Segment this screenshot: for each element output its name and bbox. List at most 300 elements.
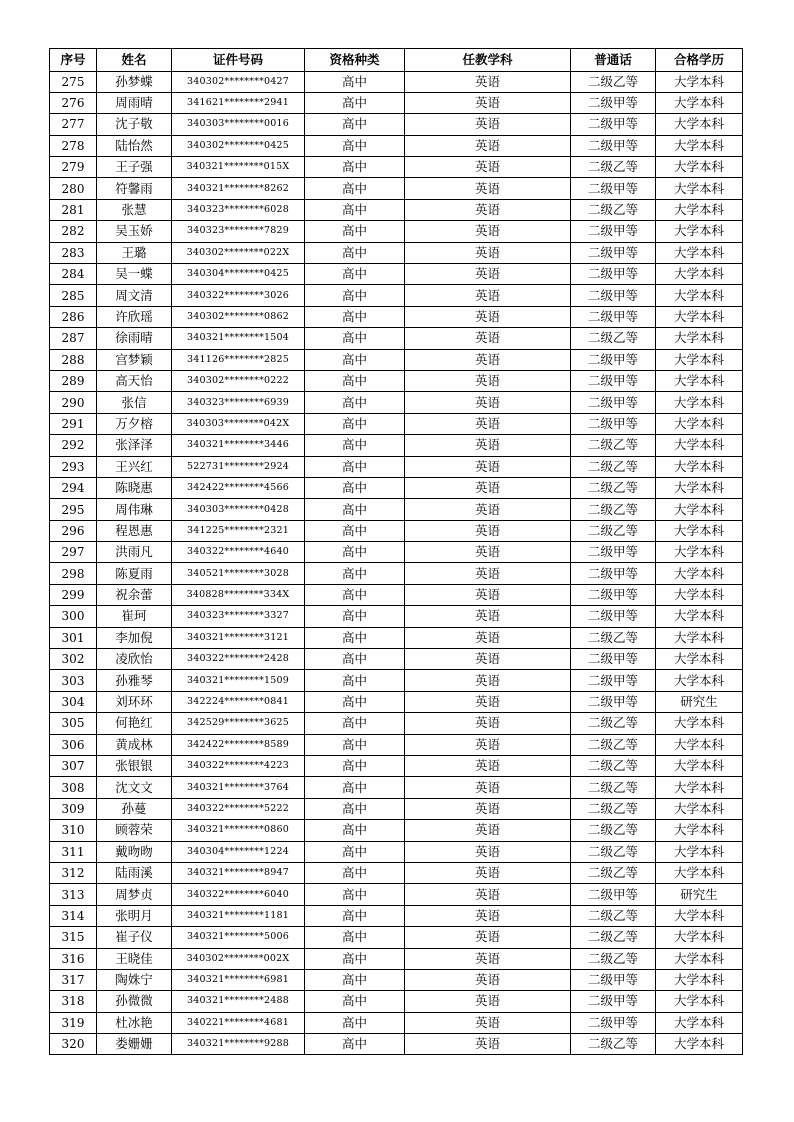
cell-seq-no: 313 — [50, 884, 97, 905]
cell-education: 大学本科 — [656, 948, 743, 969]
cell-name: 符馨雨 — [97, 178, 172, 199]
table-row — [50, 199, 743, 220]
cell-qualification-type: 高中 — [305, 435, 405, 456]
cell-id-number: 340302********022X — [172, 242, 305, 263]
cell-name: 孙梦蝶 — [97, 71, 172, 92]
cell-seq-no: 315 — [50, 927, 97, 948]
cell-seq-no: 295 — [50, 499, 97, 520]
table-row — [50, 584, 743, 605]
header-qualification-type: 资格种类 — [305, 49, 405, 72]
cell-id-number: 340322********3026 — [172, 285, 305, 306]
table-row — [50, 991, 743, 1012]
cell-name: 张信 — [97, 392, 172, 413]
cell-seq-no: 320 — [50, 1034, 97, 1055]
cell-qualification-type: 高中 — [305, 670, 405, 691]
cell-mandarin-level: 二级甲等 — [571, 92, 656, 113]
table-row — [50, 627, 743, 648]
table-row — [50, 670, 743, 691]
cell-name: 孙微微 — [97, 991, 172, 1012]
cell-mandarin-level: 二级甲等 — [571, 413, 656, 434]
cell-education: 大学本科 — [656, 71, 743, 92]
cell-qualification-type: 高中 — [305, 756, 405, 777]
cell-id-number: 340321********3446 — [172, 435, 305, 456]
cell-id-number: 340322********4640 — [172, 542, 305, 563]
cell-subject: 英语 — [405, 884, 571, 905]
cell-subject: 英语 — [405, 221, 571, 242]
cell-name: 陆雨溪 — [97, 862, 172, 883]
cell-seq-no: 303 — [50, 670, 97, 691]
cell-education: 大学本科 — [656, 841, 743, 862]
cell-name: 何艳红 — [97, 713, 172, 734]
cell-id-number: 340323********6939 — [172, 392, 305, 413]
cell-seq-no: 314 — [50, 905, 97, 926]
cell-subject: 英语 — [405, 349, 571, 370]
cell-qualification-type: 高中 — [305, 627, 405, 648]
cell-qualification-type: 高中 — [305, 328, 405, 349]
cell-subject: 英语 — [405, 370, 571, 391]
cell-id-number: 340321********1181 — [172, 905, 305, 926]
cell-subject: 英语 — [405, 927, 571, 948]
cell-name: 戴昒昒 — [97, 841, 172, 862]
cell-qualification-type: 高中 — [305, 477, 405, 498]
cell-id-number: 340302********0862 — [172, 306, 305, 327]
cell-qualification-type: 高中 — [305, 777, 405, 798]
cell-subject: 英语 — [405, 606, 571, 627]
cell-name: 孙雅琴 — [97, 670, 172, 691]
cell-education: 大学本科 — [656, 221, 743, 242]
cell-education: 大学本科 — [656, 477, 743, 498]
cell-seq-no: 288 — [50, 349, 97, 370]
cell-subject: 英语 — [405, 328, 571, 349]
cell-subject: 英语 — [405, 756, 571, 777]
cell-id-number: 340221********4681 — [172, 1012, 305, 1033]
cell-education: 大学本科 — [656, 264, 743, 285]
cell-qualification-type: 高中 — [305, 820, 405, 841]
cell-name: 吴玉娇 — [97, 221, 172, 242]
cell-seq-no: 300 — [50, 606, 97, 627]
cell-education: 大学本科 — [656, 178, 743, 199]
cell-id-number: 340828********334X — [172, 584, 305, 605]
cell-education: 大学本科 — [656, 670, 743, 691]
table-row — [50, 520, 743, 541]
cell-subject: 英语 — [405, 691, 571, 712]
cell-name: 陶姝宁 — [97, 969, 172, 990]
cell-qualification-type: 高中 — [305, 841, 405, 862]
table-row — [50, 563, 743, 584]
cell-subject: 英语 — [405, 306, 571, 327]
cell-seq-no: 308 — [50, 777, 97, 798]
table-row — [50, 221, 743, 242]
table-row — [50, 969, 743, 990]
cell-education: 大学本科 — [656, 413, 743, 434]
cell-subject: 英语 — [405, 413, 571, 434]
cell-id-number: 340304********1224 — [172, 841, 305, 862]
cell-mandarin-level: 二级乙等 — [571, 905, 656, 926]
cell-id-number: 340304********0425 — [172, 264, 305, 285]
table-row — [50, 92, 743, 113]
cell-seq-no: 302 — [50, 649, 97, 670]
table-row — [50, 606, 743, 627]
cell-mandarin-level: 二级甲等 — [571, 221, 656, 242]
cell-qualification-type: 高中 — [305, 221, 405, 242]
cell-mandarin-level: 二级乙等 — [571, 777, 656, 798]
cell-id-number: 340302********002X — [172, 948, 305, 969]
cell-seq-no: 311 — [50, 841, 97, 862]
cell-qualification-type: 高中 — [305, 649, 405, 670]
roster-table — [49, 48, 743, 1055]
cell-mandarin-level: 二级甲等 — [571, 670, 656, 691]
cell-name: 万夕榕 — [97, 413, 172, 434]
cell-education: 大学本科 — [656, 627, 743, 648]
cell-seq-no: 281 — [50, 199, 97, 220]
cell-mandarin-level: 二级甲等 — [571, 392, 656, 413]
cell-subject: 英语 — [405, 456, 571, 477]
cell-qualification-type: 高中 — [305, 392, 405, 413]
cell-id-number: 340321********0860 — [172, 820, 305, 841]
table-row — [50, 820, 743, 841]
cell-mandarin-level: 二级乙等 — [571, 1034, 656, 1055]
cell-education: 大学本科 — [656, 328, 743, 349]
cell-education: 大学本科 — [656, 456, 743, 477]
cell-name: 李加倪 — [97, 627, 172, 648]
cell-subject: 英语 — [405, 477, 571, 498]
cell-qualification-type: 高中 — [305, 157, 405, 178]
cell-mandarin-level: 二级甲等 — [571, 349, 656, 370]
cell-id-number: 340321********1504 — [172, 328, 305, 349]
cell-mandarin-level: 二级乙等 — [571, 841, 656, 862]
cell-id-number: 340321********015X — [172, 157, 305, 178]
cell-qualification-type: 高中 — [305, 92, 405, 113]
cell-name: 程恩惠 — [97, 520, 172, 541]
cell-mandarin-level: 二级甲等 — [571, 135, 656, 156]
cell-education: 大学本科 — [656, 905, 743, 926]
cell-mandarin-level: 二级甲等 — [571, 370, 656, 391]
cell-education: 大学本科 — [656, 734, 743, 755]
cell-qualification-type: 高中 — [305, 734, 405, 755]
cell-education: 大学本科 — [656, 114, 743, 135]
cell-qualification-type: 高中 — [305, 413, 405, 434]
cell-seq-no: 289 — [50, 370, 97, 391]
table-row — [50, 927, 743, 948]
cell-mandarin-level: 二级甲等 — [571, 649, 656, 670]
cell-id-number: 340303********0016 — [172, 114, 305, 135]
table-row — [50, 499, 743, 520]
cell-name: 许欣瑶 — [97, 306, 172, 327]
cell-qualification-type: 高中 — [305, 1012, 405, 1033]
cell-mandarin-level: 二级甲等 — [571, 242, 656, 263]
cell-name: 王璐 — [97, 242, 172, 263]
cell-subject: 英语 — [405, 135, 571, 156]
cell-subject: 英语 — [405, 520, 571, 541]
cell-education: 大学本科 — [656, 199, 743, 220]
cell-name: 张银银 — [97, 756, 172, 777]
cell-id-number: 340322********6040 — [172, 884, 305, 905]
cell-seq-no: 278 — [50, 135, 97, 156]
cell-name: 王晓佳 — [97, 948, 172, 969]
table-row — [50, 71, 743, 92]
table-row — [50, 862, 743, 883]
header-id-number: 证件号码 — [172, 49, 305, 72]
cell-name: 吴一蝶 — [97, 264, 172, 285]
table-row — [50, 349, 743, 370]
cell-id-number: 342529********3625 — [172, 713, 305, 734]
cell-seq-no: 304 — [50, 691, 97, 712]
cell-education: 大学本科 — [656, 499, 743, 520]
cell-id-number: 340321********3764 — [172, 777, 305, 798]
cell-id-number: 340303********042X — [172, 413, 305, 434]
cell-subject: 英语 — [405, 948, 571, 969]
table-row — [50, 135, 743, 156]
cell-qualification-type: 高中 — [305, 542, 405, 563]
cell-mandarin-level: 二级乙等 — [571, 477, 656, 498]
cell-id-number: 340322********2428 — [172, 649, 305, 670]
cell-seq-no: 275 — [50, 71, 97, 92]
cell-education: 大学本科 — [656, 306, 743, 327]
cell-qualification-type: 高中 — [305, 370, 405, 391]
cell-mandarin-level: 二级甲等 — [571, 542, 656, 563]
cell-seq-no: 296 — [50, 520, 97, 541]
cell-education: 大学本科 — [656, 135, 743, 156]
cell-name: 孙蔓 — [97, 798, 172, 819]
cell-education: 大学本科 — [656, 392, 743, 413]
cell-name: 徐雨晴 — [97, 328, 172, 349]
cell-qualification-type: 高中 — [305, 991, 405, 1012]
cell-subject: 英语 — [405, 670, 571, 691]
cell-name: 周文清 — [97, 285, 172, 306]
cell-qualification-type: 高中 — [305, 242, 405, 263]
cell-name: 周伟琳 — [97, 499, 172, 520]
header-name: 姓名 — [97, 49, 172, 72]
cell-mandarin-level: 二级甲等 — [571, 691, 656, 712]
table-row — [50, 1034, 743, 1055]
cell-subject: 英语 — [405, 178, 571, 199]
cell-qualification-type: 高中 — [305, 71, 405, 92]
cell-seq-no: 298 — [50, 563, 97, 584]
table-row — [50, 542, 743, 563]
cell-id-number: 340321********9288 — [172, 1034, 305, 1055]
cell-education: 大学本科 — [656, 1012, 743, 1033]
cell-mandarin-level: 二级甲等 — [571, 178, 656, 199]
cell-seq-no: 286 — [50, 306, 97, 327]
cell-name: 沈文文 — [97, 777, 172, 798]
table-row — [50, 242, 743, 263]
cell-mandarin-level: 二级乙等 — [571, 948, 656, 969]
cell-education: 大学本科 — [656, 349, 743, 370]
cell-seq-no: 284 — [50, 264, 97, 285]
cell-subject: 英语 — [405, 71, 571, 92]
cell-seq-no: 319 — [50, 1012, 97, 1033]
cell-seq-no: 316 — [50, 948, 97, 969]
cell-subject: 英语 — [405, 991, 571, 1012]
cell-name: 张明月 — [97, 905, 172, 926]
cell-subject: 英语 — [405, 563, 571, 584]
cell-education: 大学本科 — [656, 798, 743, 819]
cell-mandarin-level: 二级甲等 — [571, 969, 656, 990]
cell-education: 大学本科 — [656, 991, 743, 1012]
cell-seq-no: 291 — [50, 413, 97, 434]
cell-id-number: 340321********8262 — [172, 178, 305, 199]
cell-seq-no: 279 — [50, 157, 97, 178]
cell-education: 大学本科 — [656, 157, 743, 178]
cell-seq-no: 297 — [50, 542, 97, 563]
table-row — [50, 691, 743, 712]
cell-qualification-type: 高中 — [305, 713, 405, 734]
header-education: 合格学历 — [656, 49, 743, 72]
cell-name: 王兴红 — [97, 456, 172, 477]
cell-qualification-type: 高中 — [305, 691, 405, 712]
table-row — [50, 1012, 743, 1033]
cell-subject: 英语 — [405, 1012, 571, 1033]
cell-education: 大学本科 — [656, 435, 743, 456]
cell-education: 大学本科 — [656, 756, 743, 777]
cell-qualification-type: 高中 — [305, 499, 405, 520]
roster-body — [50, 71, 743, 1055]
cell-qualification-type: 高中 — [305, 798, 405, 819]
table-row — [50, 777, 743, 798]
cell-education: 大学本科 — [656, 862, 743, 883]
cell-mandarin-level: 二级甲等 — [571, 114, 656, 135]
cell-subject: 英语 — [405, 1034, 571, 1055]
cell-education: 大学本科 — [656, 92, 743, 113]
cell-qualification-type: 高中 — [305, 1034, 405, 1055]
cell-seq-no: 292 — [50, 435, 97, 456]
cell-id-number: 340521********3028 — [172, 563, 305, 584]
cell-seq-no: 290 — [50, 392, 97, 413]
cell-subject: 英语 — [405, 627, 571, 648]
cell-name: 崔子仪 — [97, 927, 172, 948]
cell-qualification-type: 高中 — [305, 927, 405, 948]
cell-name: 黄成林 — [97, 734, 172, 755]
cell-subject: 英语 — [405, 969, 571, 990]
header-subject: 任教学科 — [405, 49, 571, 72]
cell-id-number: 340323********3327 — [172, 606, 305, 627]
cell-mandarin-level: 二级乙等 — [571, 520, 656, 541]
cell-qualification-type: 高中 — [305, 948, 405, 969]
table-row — [50, 306, 743, 327]
table-row — [50, 178, 743, 199]
cell-subject: 英语 — [405, 435, 571, 456]
cell-education: 大学本科 — [656, 1034, 743, 1055]
table-row — [50, 798, 743, 819]
table-row — [50, 413, 743, 434]
cell-education: 研究生 — [656, 691, 743, 712]
table-row — [50, 713, 743, 734]
cell-id-number: 522731********2924 — [172, 456, 305, 477]
cell-id-number: 340321********6981 — [172, 969, 305, 990]
cell-id-number: 340322********5222 — [172, 798, 305, 819]
cell-name: 祝余蕾 — [97, 584, 172, 605]
cell-seq-no: 287 — [50, 328, 97, 349]
cell-name: 王子强 — [97, 157, 172, 178]
cell-seq-no: 283 — [50, 242, 97, 263]
cell-education: 大学本科 — [656, 584, 743, 605]
cell-mandarin-level: 二级甲等 — [571, 606, 656, 627]
cell-id-number: 342224********0841 — [172, 691, 305, 712]
cell-seq-no: 293 — [50, 456, 97, 477]
cell-subject: 英语 — [405, 862, 571, 883]
table-row — [50, 477, 743, 498]
cell-seq-no: 282 — [50, 221, 97, 242]
cell-name: 洪雨凡 — [97, 542, 172, 563]
cell-name: 凌欣怡 — [97, 649, 172, 670]
cell-subject: 英语 — [405, 92, 571, 113]
cell-education: 大学本科 — [656, 649, 743, 670]
cell-education: 大学本科 — [656, 969, 743, 990]
cell-education: 大学本科 — [656, 713, 743, 734]
cell-name: 宫梦颖 — [97, 349, 172, 370]
cell-name: 崔珂 — [97, 606, 172, 627]
cell-name: 张泽泽 — [97, 435, 172, 456]
cell-seq-no: 277 — [50, 114, 97, 135]
cell-seq-no: 318 — [50, 991, 97, 1012]
cell-mandarin-level: 二级甲等 — [571, 884, 656, 905]
cell-mandarin-level: 二级乙等 — [571, 713, 656, 734]
table-row — [50, 285, 743, 306]
cell-id-number: 340321********2488 — [172, 991, 305, 1012]
cell-education: 大学本科 — [656, 520, 743, 541]
cell-mandarin-level: 二级乙等 — [571, 157, 656, 178]
cell-subject: 英语 — [405, 798, 571, 819]
cell-id-number: 340321********1509 — [172, 670, 305, 691]
cell-mandarin-level: 二级甲等 — [571, 264, 656, 285]
cell-mandarin-level: 二级乙等 — [571, 435, 656, 456]
table-row — [50, 370, 743, 391]
cell-id-number: 340303********0428 — [172, 499, 305, 520]
cell-qualification-type: 高中 — [305, 606, 405, 627]
cell-education: 大学本科 — [656, 820, 743, 841]
cell-name: 陆怡然 — [97, 135, 172, 156]
cell-seq-no: 309 — [50, 798, 97, 819]
cell-mandarin-level: 二级甲等 — [571, 285, 656, 306]
header-row — [50, 49, 743, 72]
cell-education: 大学本科 — [656, 285, 743, 306]
cell-education: 大学本科 — [656, 927, 743, 948]
cell-id-number: 341126********2825 — [172, 349, 305, 370]
cell-education: 大学本科 — [656, 370, 743, 391]
cell-mandarin-level: 二级乙等 — [571, 499, 656, 520]
cell-name: 周梦贞 — [97, 884, 172, 905]
cell-mandarin-level: 二级甲等 — [571, 1012, 656, 1033]
cell-id-number: 340302********0425 — [172, 135, 305, 156]
cell-qualification-type: 高中 — [305, 969, 405, 990]
cell-seq-no: 317 — [50, 969, 97, 990]
cell-qualification-type: 高中 — [305, 349, 405, 370]
cell-seq-no: 299 — [50, 584, 97, 605]
table-row — [50, 841, 743, 862]
cell-qualification-type: 高中 — [305, 905, 405, 926]
table-row — [50, 392, 743, 413]
cell-mandarin-level: 二级甲等 — [571, 991, 656, 1012]
cell-qualification-type: 高中 — [305, 114, 405, 135]
cell-name: 陈夏雨 — [97, 563, 172, 584]
cell-subject: 英语 — [405, 264, 571, 285]
cell-education: 大学本科 — [656, 777, 743, 798]
cell-qualification-type: 高中 — [305, 520, 405, 541]
cell-mandarin-level: 二级甲等 — [571, 306, 656, 327]
cell-mandarin-level: 二级乙等 — [571, 927, 656, 948]
cell-subject: 英语 — [405, 820, 571, 841]
cell-subject: 英语 — [405, 777, 571, 798]
cell-mandarin-level: 二级乙等 — [571, 456, 656, 477]
table-row — [50, 905, 743, 926]
cell-subject: 英语 — [405, 392, 571, 413]
cell-name: 娄姗姗 — [97, 1034, 172, 1055]
cell-subject: 英语 — [405, 285, 571, 306]
cell-id-number: 341621********2941 — [172, 92, 305, 113]
cell-mandarin-level: 二级甲等 — [571, 584, 656, 605]
cell-name: 刘环环 — [97, 691, 172, 712]
cell-qualification-type: 高中 — [305, 584, 405, 605]
